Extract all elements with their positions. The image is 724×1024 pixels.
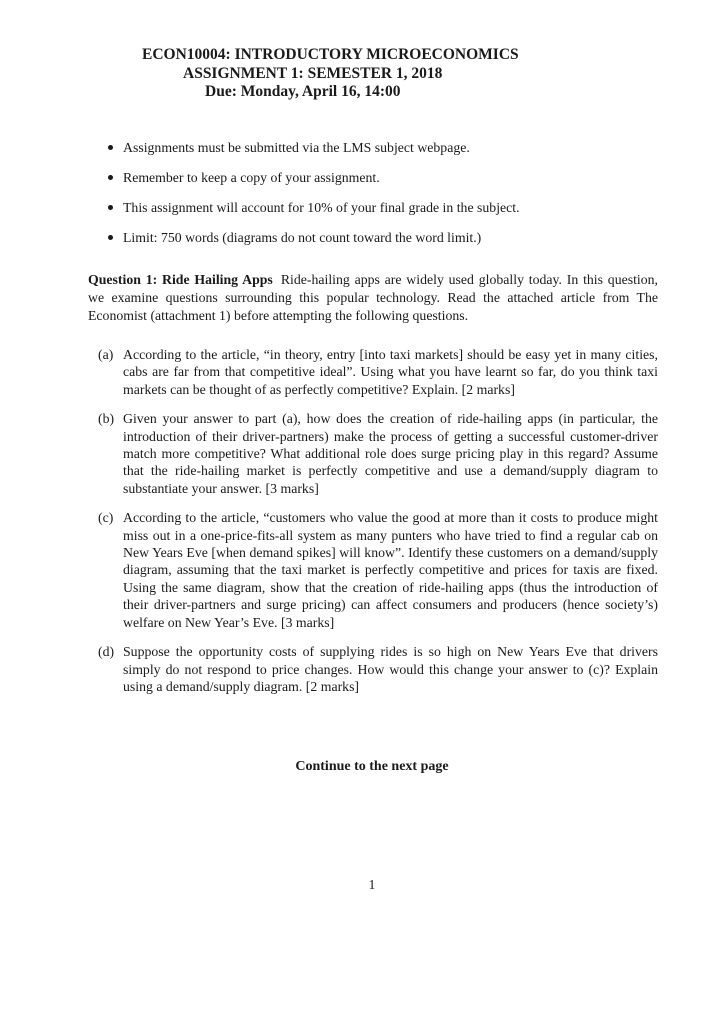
part-text: According to the article, “customers who value the good at more than it costs to produce might miss out in a one-price-fits-all system as many punters who have tried to find a regular cab on New Years Eve [when demand spikes] will know”. Identify these customers on a demand/supply diagram, assuming that the taxi market is perfectly competitive and prices for taxis are fixed. Using the same diagram, show that the creation of ride-hailing apps (thus the introduction of their driver-partners and surge pricing) can affect consumers and producers (hence society’s) welfare on New Year’s Eve. [3 marks] bbox=[123, 510, 658, 630]
question-part-d bbox=[98, 643, 658, 695]
bullet-icon bbox=[108, 175, 113, 180]
continue-note: Continue to the next page bbox=[295, 759, 449, 774]
question-intro-text: Ride-hailing apps are widely used globally today. In this question, we examine questions surrounding this popular technology. Read the attached article from The Economist (attachment 1) before attempting the following questions. bbox=[88, 272, 658, 323]
question-intro bbox=[88, 271, 658, 325]
part-label: (d) bbox=[98, 644, 115, 660]
assignment-title: ASSIGNMENT 1: SEMESTER 1, 2018 bbox=[183, 65, 443, 82]
part-label: (b) bbox=[98, 411, 115, 427]
instruction-text: Remember to keep a copy of your assignment. bbox=[123, 170, 380, 185]
instruction-text: Limit: 750 words (diagrams do not count toward the word limit.) bbox=[123, 230, 482, 245]
question-title: Question 1: Ride Hailing Apps bbox=[88, 272, 273, 287]
list-item bbox=[106, 168, 666, 198]
list-item bbox=[106, 228, 666, 258]
bullet-icon bbox=[108, 145, 113, 150]
page-number: 1 bbox=[368, 877, 376, 892]
part-text: Suppose the opportunity costs of supplying rides is so high on New Years Eve that drivers simply do not respond to price changes. How would this change your answer to (c)? Explain using a demand/supply diagram. [2 marks] bbox=[123, 644, 658, 694]
question-part-a bbox=[98, 346, 658, 398]
bullet-icon bbox=[108, 235, 113, 240]
instruction-text: Assignments must be submitted via the LMS subject webpage. bbox=[123, 140, 470, 155]
part-label: (a) bbox=[98, 347, 114, 362]
list-item bbox=[106, 138, 666, 168]
due-date: Due: Monday, April 16, 14:00 bbox=[205, 83, 401, 100]
bullet-icon bbox=[108, 205, 113, 210]
list-item bbox=[106, 198, 666, 228]
part-label: (c) bbox=[98, 510, 114, 526]
question-parts bbox=[98, 346, 658, 707]
instruction-text: This assignment will account for 10% of your final grade in the subject. bbox=[123, 200, 520, 215]
part-text: According to the article, “in theory, entry [into taxi markets] should be easy yet in many cities, cabs are far from that competitive ideal”. Using what you have learnt so far, do you think taxi markets can be thought of as perfectly competitive? Explain. [2 marks] bbox=[123, 347, 658, 397]
part-text: Given your answer to part (a), how does the creation of ride-hailing apps (in particular, the introduction of their driver-partners) make the process of getting a successful customer-driver match more competitive? What additional role does surge pricing play in this regard? Assume that the ride-hailing market is perfectly competitive and use a demand/supply diagram to substantiate your answer. [3 marks] bbox=[123, 411, 658, 496]
course-title: ECON10004: INTRODUCTORY MICROECONOMICS bbox=[142, 46, 519, 63]
instructions-list bbox=[106, 138, 666, 258]
question-part-b bbox=[98, 410, 658, 497]
question-part-c bbox=[98, 509, 658, 631]
